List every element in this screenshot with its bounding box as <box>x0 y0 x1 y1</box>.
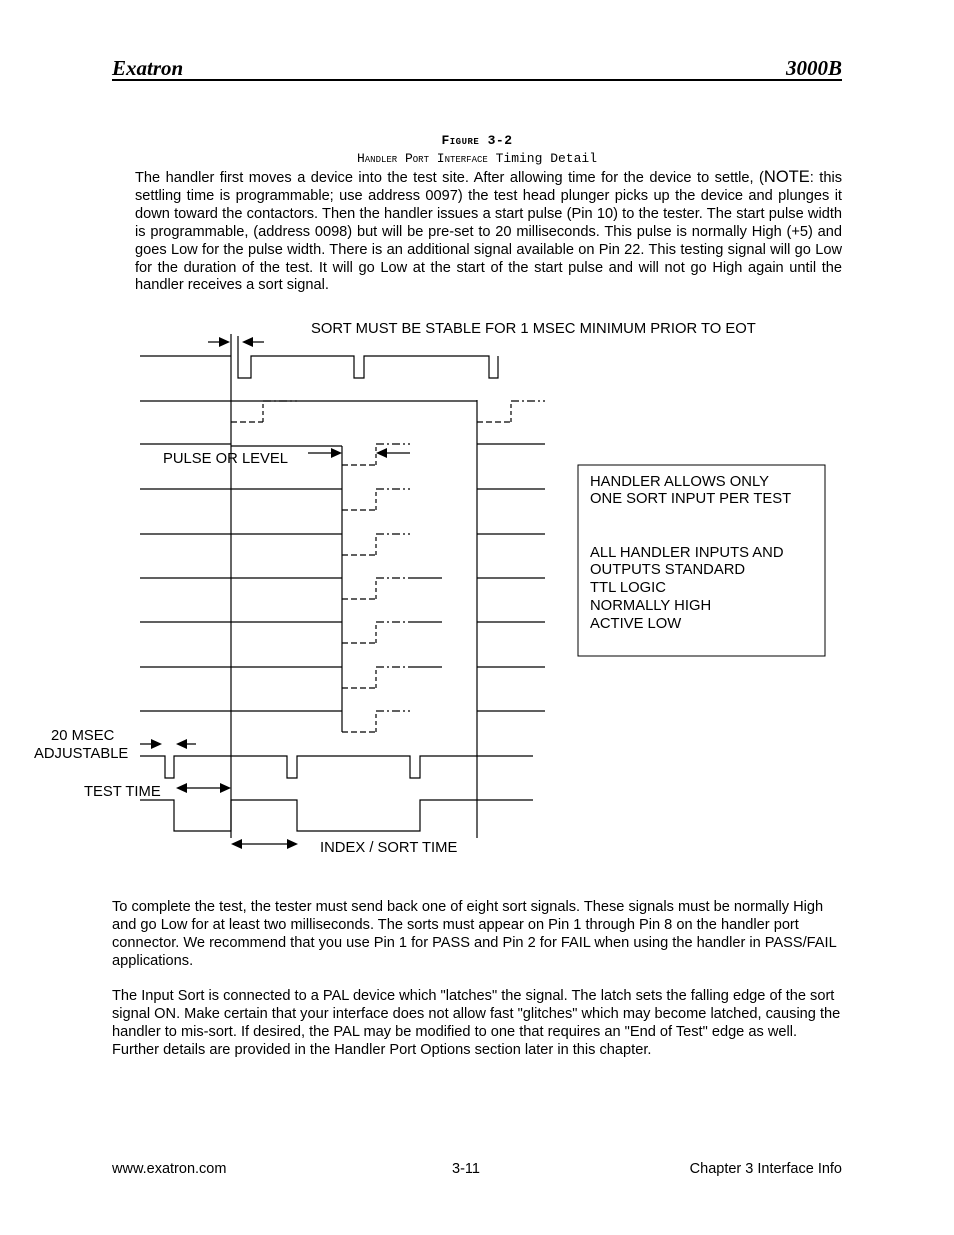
note-box-line7: ACTIVE LOW <box>590 616 682 632</box>
adjustable-label: ADJUSTABLE <box>34 746 129 762</box>
note-box-line4: OUTPUTS STANDARD <box>590 562 746 578</box>
start-pulse-waveform <box>238 336 498 378</box>
figure-caption-rest: Timing Detail <box>487 151 598 166</box>
msec-20-label: 20 MSEC <box>51 728 115 744</box>
footer-chapter: Chapter 3 Interface Info <box>689 1161 842 1177</box>
sort-signals-paragraph: To complete the test, the tester must send back one of eight sort signals. These signals must be normally High and go Low for at least two milliseconds. The sorts must appear on Pin 1 through Pin 8 on the handler port connector. We recommend that you use Pin 1 for PASS and Pin 2 for FAIL when using the handler in PASS/FAIL applications. <box>112 899 837 969</box>
footer-page-number: 3-11 <box>452 1161 480 1177</box>
sort-stable-label: SORT MUST BE STABLE FOR 1 MSEC MINIMUM PRIOR TO EOT <box>311 321 756 337</box>
note-box-line3: ALL HANDLER INPUTS AND <box>590 545 784 561</box>
header-brand: Exatron <box>112 56 184 80</box>
index-sort-time-label: INDEX / SORT TIME <box>320 840 458 856</box>
figure-number: Figure 3-2 <box>441 133 513 148</box>
pulse-or-level-label: PULSE OR LEVEL <box>163 451 289 467</box>
intro-text-start: The handler first moves a device into the test site. After allowing time for the device to settle, ( <box>135 170 764 186</box>
header-model: 3000B <box>785 56 842 80</box>
test-signal-waveform <box>140 800 533 831</box>
figure-caption-smallcaps: Handler Port Interface <box>356 151 488 166</box>
intro-text-end: : this settling time is programmable; use address 0097) the test head plunger picks up the device and plunges it down toward the contactors. Then the handler issues a start pulse (Pin 10) to the tester. The start pulse width is programmable, (address 0098) but will be pre-set to 20 milliseconds. This pulse is normally High (+5) and goes Low for the pulse width. There is an additional signal available on Pin 22. This testing signal will go Low for the duration of the test. It will go Low at the start of the start pulse and will not go High again until the handler receives a sort signal. <box>135 170 842 294</box>
sort-dashed-transitions <box>342 444 410 732</box>
start-pulse-row2 <box>140 756 533 778</box>
note-box-line5: TTL LOGIC <box>590 580 666 596</box>
test-time-label: TEST TIME <box>84 784 161 800</box>
note-label: NOTE <box>763 168 810 186</box>
footer-website: www.exatron.com <box>112 1161 227 1177</box>
note-box-line1: HANDLER ALLOWS ONLY <box>590 474 769 490</box>
input-sort-paragraph: The Input Sort is connected to a PAL device which "latches" the signal. The latch sets the falling edge of the sort signal ON. Make certain that your interface does not allow fast "glitches" which may become latched, causing the handler to mis-sort. If desired, the PAL may be modified to one that requires an "End of Test" edge as well. Further details are provided in the Handler Port Options section later in this chapter. <box>112 988 841 1058</box>
note-box-line6: NORMALLY HIGH <box>590 598 712 614</box>
note-box-line2: ONE SORT INPUT PER TEST <box>590 491 792 507</box>
